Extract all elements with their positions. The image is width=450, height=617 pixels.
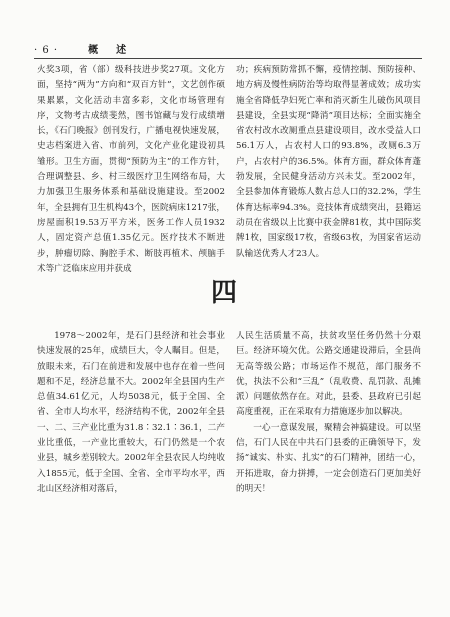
running-header: [34, 41, 130, 56]
bottom-left-column: [37, 329, 225, 497]
top-right-column: [236, 63, 421, 262]
header-rule: [34, 58, 422, 59]
paragraph: 人民生活质量不高，扶贫攻坚任务仍然十分艰巨。经济环境欠优。公路交通建设滞后，全县尚无高等级公路；市场运作不规范，部门服务不优，执法不公和“三乱”（乱收费、乱罚款、乱摊派）问题依然存在。对此，县委、县政府已引起高度重视，正在采取有力措施逐步加以解决。: [236, 331, 421, 418]
section-title: 概 述: [88, 45, 131, 56]
paragraph: 功；疾病预防常抓不懈，疫情控制、预防接种、地方病及慢性病防治等均取得显著成效；成功实施全省降低孕妇死亡率和消灭新生儿破伤风项目县建设，全县实现“降消”项目达标；全面实施全省农村改水改厕重点县建设项目，改水受益人口56.1万人，占农村人口的93.8%，改厕6.3万户，占农村户的36.5%。体育方面，群众体育蓬勃发展，全民健身活动方兴未艾。至2002年，全县参加体育锻炼人数占总人口的32.2%，学生体育达标率94.3%。竞技体育成绩突出，县籍运动员在省级以上比赛中获金牌81枚，其中国际奖牌1枚，国家级17枚，省级63枚，为国家省运动队输送优秀人才23人。: [236, 65, 421, 259]
paragraph: 1978～2002年，是石门县经济和社会事业快速发展的25年，成绩巨大，令人瞩目。但是，放眼未来，石门在前进和发展中也存在着一些问题和不足，经济总量不大。2002年全县国内生产总值34.61亿元，人均5038元，低于全国、全省、全市人均水平，经济结构不优，2002年全县一、二、三产业比重为31.8∶32.1∶36.1，二产业比重低，一产业比重较大，石门仍然是一个农业县，城乡差别较大。2002年全县农民人均纯收入1855元，低于全国、全省、全市平均水平，西北山区经济相对落后，: [37, 331, 225, 494]
bottom-right-column: [236, 329, 421, 497]
chapter-heading: 四: [210, 278, 239, 308]
paragraph: 火奖3项，省（部）级科技进步奖27项。文化方面，坚持“两为”方向和“双百方针”，文艺创作硕果累累，文化活动丰富多彩，文化市场管理有序，文物考古成绩斐然，图书馆藏与发行成绩增长，《石门晚报》创刊发行，广播电视快速发展，史志档案进入省、市前列，文化产业化建设初具雏形。卫生方面，贯彻“预防为主”的工作方针，合理调整县、乡、村三级医疗卫生网络布局，大力加强卫生服务体系和基础设施建设。至2002年，全县拥有卫生机构43个，医院病床1217张，房屋面积19.53万平方米，医务工作人员1932人，固定资产总值1.35亿元。医疗技术不断进步，肿瘤切除、胸腔手术、断肢再植术、颅脑手术等广泛临床应用并获成: [37, 65, 225, 274]
top-left-column: [37, 63, 225, 277]
page-number: · 6 ·: [34, 45, 59, 56]
paragraph: 一心一意谋发展，聚精会神搞建设。可以坚信，石门人民在中共石门县委的正确领导下，发扬“诚实、朴实、扎实”的石门精神，团结一心，开拓进取，奋力拼搏，一定会创造石门更加美好的明天！: [236, 422, 421, 494]
